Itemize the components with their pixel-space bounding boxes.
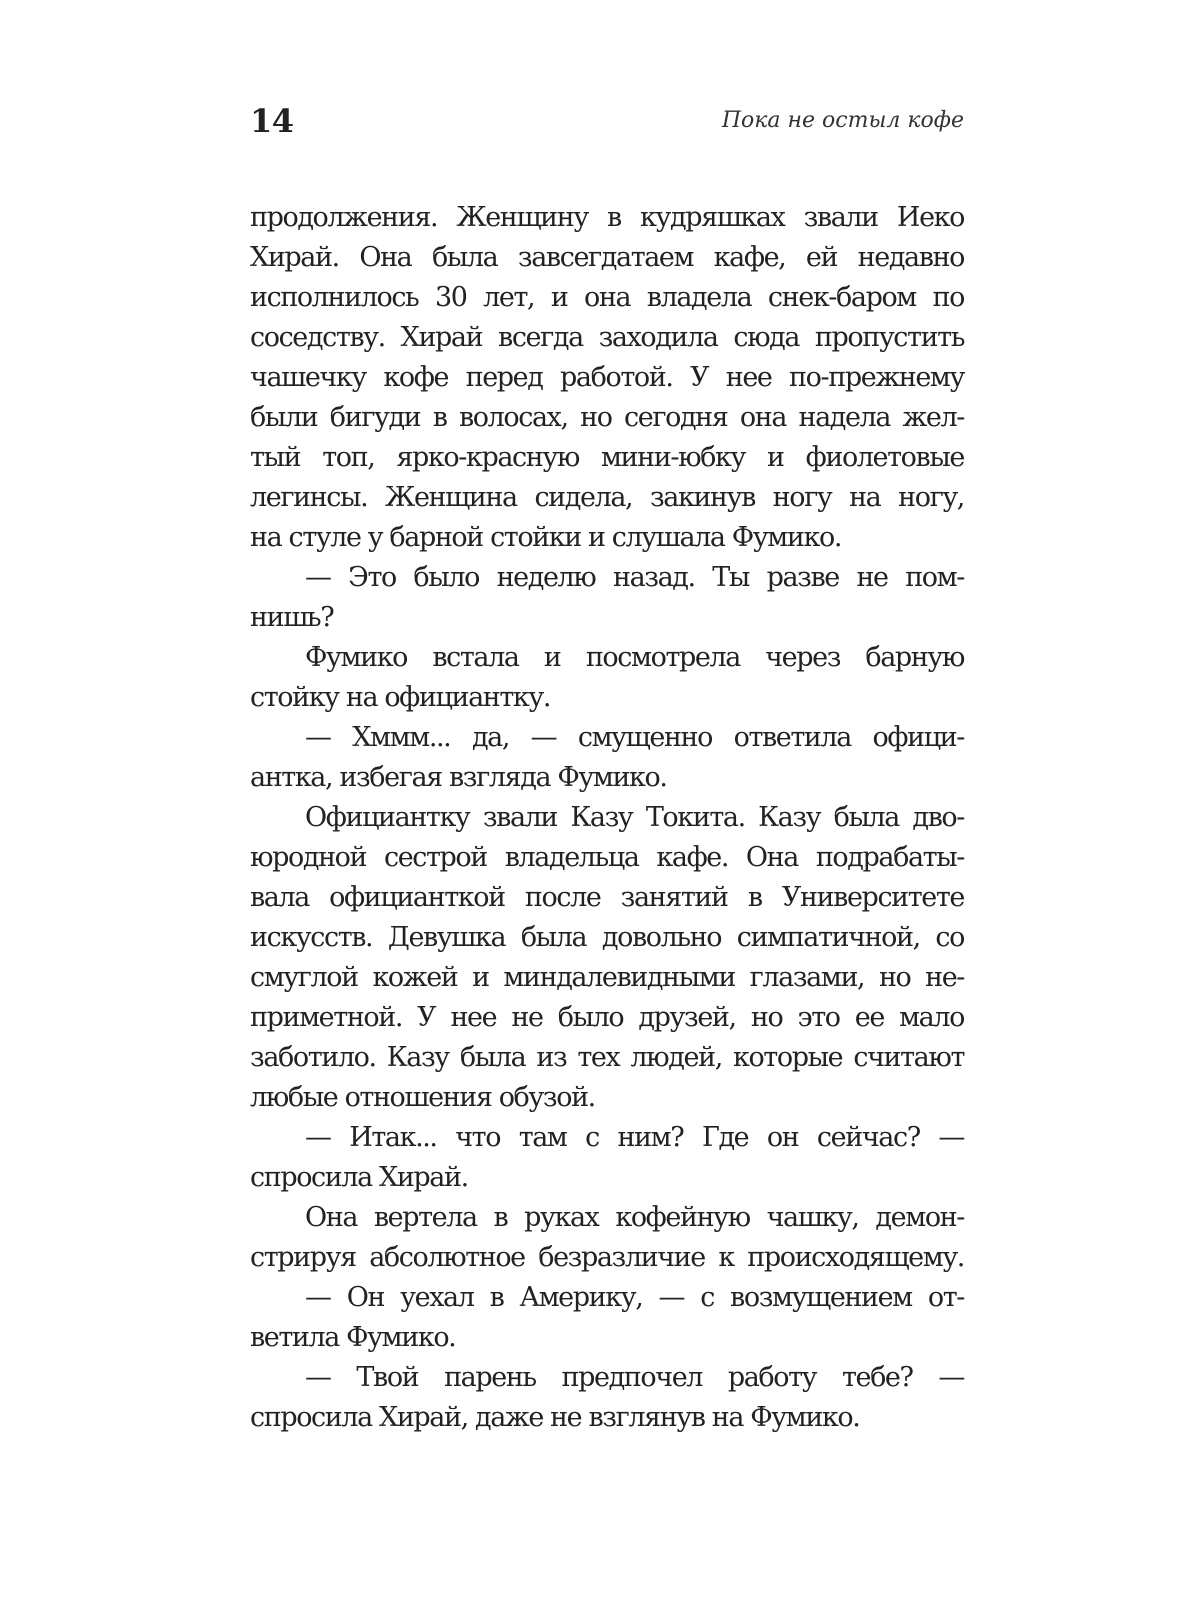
text-line: — Это было неделю назад. Ты разве не пом-: [305, 562, 964, 593]
text-line: любые отношения обузой.: [250, 1082, 595, 1113]
text-line: нишь?: [250, 602, 334, 633]
text-line: — Итак... что там с ним? Где он сейчас? —: [305, 1122, 964, 1153]
text-line: стрируя абсолютное безразличие к происходящему.: [250, 1242, 964, 1273]
text-line: исполнилось 30 лет, и она владела снек-баром по: [250, 282, 964, 313]
text-line: Официантку звали Казу Токита. Казу была дво-: [305, 802, 964, 833]
page-number: 14: [250, 102, 294, 140]
text-line: продолжения. Женщину в кудряшках звали Иеко: [250, 202, 964, 233]
text-line: искусств. Девушка была довольно симпатичной, со: [250, 922, 964, 953]
text-line: на стуле у барной стойки и слушала Фумико.: [250, 522, 842, 553]
text-line: приметной. У нее не было друзей, но это ее мало: [250, 1002, 964, 1033]
text-line: вала официанткой после занятий в Университете: [250, 882, 964, 913]
text-line: — Он уехал в Америку, — с возмущением от-: [305, 1282, 964, 1313]
text-line: спросила Хирай, даже не взглянув на Фумико.: [250, 1402, 860, 1433]
text-line: тый топ, ярко-красную мини-юбку и фиолетовые: [250, 442, 964, 473]
text-line: юродной сестрой владельца кафе. Она подрабаты-: [250, 842, 964, 873]
text-line: антка, избегая взгляда Фумико.: [250, 762, 667, 793]
text-line: стойку на официантку.: [250, 682, 551, 713]
text-body: [250, 198, 964, 1438]
running-title: Пока не остыл кофе: [721, 108, 964, 133]
page-header: [250, 100, 964, 150]
text-line: чашечку кофе перед работой. У нее по-прежнему: [250, 362, 964, 393]
text-line: заботило. Казу была из тех людей, которые считают: [250, 1042, 964, 1073]
text-line: — Твой парень предпочел работу тебе? —: [305, 1362, 964, 1393]
text-line: Она вертела в руках кофейную чашку, демон-: [305, 1202, 964, 1233]
text-line: соседству. Хирай всегда заходила сюда пропустить: [250, 322, 964, 353]
text-line: ветила Фумико.: [250, 1322, 456, 1353]
text-line: смуглой кожей и миндалевидными глазами, но не-: [250, 962, 964, 993]
text-line: Фумико встала и посмотрела через барную: [305, 642, 964, 673]
text-line: Хирай. Она была завсегдатаем кафе, ей недавно: [250, 242, 964, 273]
text-line: спросила Хирай.: [250, 1162, 468, 1193]
text-line: — Хммм... да, — смущенно ответила офици-: [305, 722, 964, 753]
text-line: были бигуди в волосах, но сегодня она надела жел-: [250, 402, 964, 433]
text-line: легинсы. Женщина сидела, закинув ногу на ногу,: [250, 482, 964, 513]
